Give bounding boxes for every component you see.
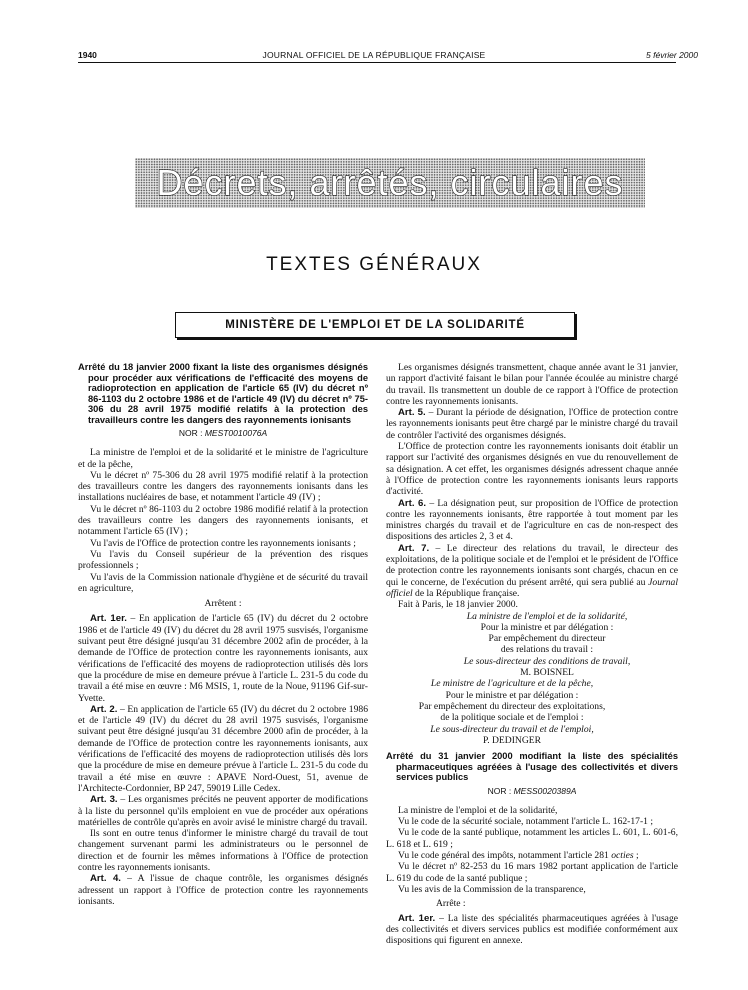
article-3 xyxy=(78,794,368,828)
signature-line: Par empêchement du directeur des exploitations, xyxy=(418,700,606,712)
ministry-box xyxy=(175,312,575,338)
article-text: de la République française. xyxy=(412,587,520,599)
paragraph: Ils sont en outre tenus d'informer le ministre chargé du travail de tout changement survenant parmi les administrateurs ou le personnel de direction et de fournir les mêmes informations à l'Office de protection contre les rayonnements ionisants. xyxy=(78,828,368,873)
paragraph-text: ; xyxy=(633,850,639,862)
signatory-name: P. DEDINGER xyxy=(482,734,542,746)
article-2 xyxy=(78,704,368,794)
banner-title: Décrets, arrêtés, circulaires xyxy=(156,162,624,203)
nor-reference xyxy=(78,428,368,439)
article-6 xyxy=(386,498,678,543)
section-title: TEXTES GÉNÉRAUX xyxy=(266,254,482,275)
article-label: Art. 6. xyxy=(398,497,427,509)
signatory-name: M. BOISNEL xyxy=(520,667,574,679)
paragraph: Vu l'avis de la Commission nationale d'hygiène et de sécurité du travail en agriculture, xyxy=(78,571,368,594)
article-label: Art. 3. xyxy=(90,794,118,806)
article-text: – Durant la période de désignation, l'Office de protection contre les rayonnements ionisants peut être chargé par le ministre chargé du travail de contrôler l'activité des organismes désignés. xyxy=(386,407,678,441)
signature-line: La ministre de l'emploi et de la solidarité, xyxy=(466,610,628,622)
article-1-b xyxy=(386,913,678,947)
paragraph: L'Office de protection contre les rayonnements ionisants doit établir un rapport sur l'activité des organismes désignés en vue du renouvellement de sa désignation. A cet effet, les organismes désignés adressent chaque année à l'Office de protection contre les rayonnements ionisants leurs rapports d'activité. xyxy=(386,441,678,498)
paragraph: Vu le décret nº 82-253 du 16 mars 1982 portant application de l'article L. 619 du code de la santé publique ; xyxy=(386,861,678,884)
article-label: Art. 1er. xyxy=(398,912,436,924)
issue-date: 5 février 2000 xyxy=(646,50,698,60)
article-text: – En application de l'article 65 (IV) du décret du 2 octobre 1986 et de l'article 49 (IV) du décret du 28 avril 1975 susvisés, l'organisme suivant peut être désigné jusqu'au 31 décembre 2002 afin de procéder, à la demande de l'Office de protection contre les rayonnements ionisants, aux vérifications de l'efficacité des moyens de radioprotection utilisés dès lors que la procédure de mise en demeure prévue à l'article L. 231-5 du code du travail a été mise en œuvre : M6 MSIS, 1, route de la Noue, 91196 Gif-sur-Yvette. xyxy=(78,613,368,704)
journal-title: JOURNAL OFFICIEL DE LA RÉPUBLIQUE FRANÇAISE xyxy=(262,50,486,60)
paragraph-text: octies xyxy=(611,850,634,862)
signature-line: Pour la ministre et par délégation : xyxy=(480,621,614,633)
signature-line: des relations du travail : xyxy=(500,644,594,656)
signature-line: Le sous-directeur des conditions de travail, xyxy=(463,655,631,667)
paragraph: Vu les avis de la Commission de la transparence, xyxy=(398,883,586,895)
article-1 xyxy=(78,613,368,703)
article-text: – La désignation peut, sur proposition de l'Office de protection contre les rayonnements ionisants, être rapportée à tout moment par les ministres chargés du travail et de l'agriculture en cas de non-respect des dispositions des articles 2, 3 et 4. xyxy=(386,497,678,543)
paragraph: Vu le code de la santé publique, notamment les articles L. 601, L. 601-6, L. 618 et L. 619 ; xyxy=(386,827,678,850)
article-label: Art. 7. xyxy=(398,542,430,554)
section-banner xyxy=(135,158,645,208)
article-label: Art. 1er. xyxy=(90,613,127,625)
article-text: – En application de l'article 65 (IV) du décret du 2 octobre 1986 et de l'article 49 (IV) du décret du 28 avril 1975 susvisés, l'organisme suivant peut être désigné jusqu'au 31 décembre 2000 afin de procéder, à la demande de l'Office de protection contre les rayonnements ionisants, aux vérifications de l'efficacité des moyens de radioprotection utilisés dès lors que la procédure de mise en demeure prévue à l'article L. 231-5 du code du travail a été mise en œuvre : APAVE Nord-Ouest, 51, avenue de l'Architecte-Cordonnier, BP 247, 59019 Lille Cedex. xyxy=(78,703,368,794)
arrete-label: Arrête : xyxy=(436,898,466,910)
article-5 xyxy=(386,407,678,441)
signature-line: Le sous-directeur du travail et de l'emploi, xyxy=(430,723,594,735)
journal-reference: Journal officiel xyxy=(386,576,678,599)
paragraph-text: Vu le code général des impôts, notamment l'article 281 xyxy=(398,850,612,862)
signature-date: Fait à Paris, le 18 janvier 2000. xyxy=(398,599,518,611)
nor-reference-2 xyxy=(386,786,678,797)
article-text: – Le directeur des relations du travail, le directeur des exploitations, de la politique sociale et de l'emploi et le président de l'Office de protection contre les rayonnements ionisants sont chargés, chacun en ce qui le concerne, de l'exécution du présent arrêté, qui sera publié au xyxy=(386,542,678,588)
article-label: Art. 4. xyxy=(90,873,121,885)
article-text: – Les organismes précités ne peuvent apporter de modifications à la liste du personnel qu'ils emploient en vue de procéder aux opérations matérielles de contrôle qu'après en avoir avisé le ministre chargé du travail. xyxy=(78,794,368,828)
decree-title: Arrêté du 18 janvier 2000 fixant la liste des organismes désignés pour procéder aux vérifications de l'efficacité des moyens de radioprotection en application de l'article 65 (IV) du décret nº 86-1103 du 2 octobre 1986 et de l'article 49 (IV) du décret nº 75-306 du 28 avril 1975 modifié relatifs à la protection des travailleurs contre les dangers des rayonnements ionisants xyxy=(78,362,368,425)
signature-block-1 xyxy=(386,611,678,679)
page-number: 1940 xyxy=(78,50,97,60)
right-column xyxy=(386,362,678,946)
paragraph: Vu l'avis du Conseil supérieur de la prévention des risques professionnels ; xyxy=(78,548,368,572)
signature-line: Le ministre de l'agriculture et de la pêche, xyxy=(430,678,594,690)
signature-line: Par empêchement du directeur xyxy=(488,633,606,645)
article-text: – A l'issue de chaque contrôle, les organismes désignés adressent un rapport à l'Office de protection contre les rayonnements ionisants. xyxy=(78,873,368,907)
signature-line: Pour le ministre et par délégation : xyxy=(445,689,579,701)
paragraph: Vu l'avis de l'Office de protection contre les rayonnements ionisants ; xyxy=(90,537,356,549)
left-column xyxy=(78,362,368,907)
article-7 xyxy=(386,543,678,599)
header-rule xyxy=(78,62,676,63)
nor-label: NOR : xyxy=(487,785,512,796)
paragraph: Les organismes désignés transmettent, chaque année avant le 31 janvier, un rapport d'activité faisant le bilan pour l'année écoulée au ministre chargé du travail. Ils transmettent un double de ce rapport à l'Office de protection contre les rayonnements ionisants. xyxy=(386,362,678,407)
paragraph: La ministre de l'emploi et de la solidarité, xyxy=(398,804,558,816)
nor-label: NOR : xyxy=(178,428,203,438)
article-label: Art. 5. xyxy=(398,407,426,419)
paragraph xyxy=(386,850,678,861)
paragraph: Vu le décret nº 75-306 du 28 avril 1975 modifié relatif à la protection des travailleurs contre les dangers des rayonnements ionisants dans les installations nucléaires de base, et notamment l'article 49 (IV) ; xyxy=(78,469,368,504)
article-label: Art. 2. xyxy=(90,703,118,715)
arretent-label: Arrêtent : xyxy=(204,598,242,610)
signature-line: de la politique sociale et de l'emploi : xyxy=(440,712,584,724)
nor-code: MEST0010076A xyxy=(204,428,268,438)
decree-title-2: Arrêté du 31 janvier 2000 modifiant la liste des spécialités pharmaceutiques agréées à l'usage des collectivités et divers services publics xyxy=(386,751,678,783)
article-text: – La liste des spécialités pharmaceutiques agréées à l'usage des collectivités et divers services publics est modifiée conformément aux dispositions qui figurent en annexe. xyxy=(386,912,678,947)
article-4 xyxy=(78,873,368,907)
paragraph: La ministre de l'emploi et de la solidarité et le ministre de l'agriculture et de la pêche, xyxy=(78,447,368,470)
paragraph: Vu le code de la sécurité sociale, notamment l'article L. 162-17-1 ; xyxy=(398,816,654,828)
signature-block-2 xyxy=(386,678,678,746)
paragraph: Vu le décret nº 86-1103 du 2 octobre 1986 modifié relatif à la protection des travailleurs contre les dangers des rayonnements ionisants, et notamment l'article 65 (IV) ; xyxy=(78,503,368,538)
ministry-title: MINISTÈRE DE L'EMPLOI ET DE LA SOLIDARITÉ xyxy=(225,319,525,331)
nor-code: MESS0020389A xyxy=(513,785,577,796)
